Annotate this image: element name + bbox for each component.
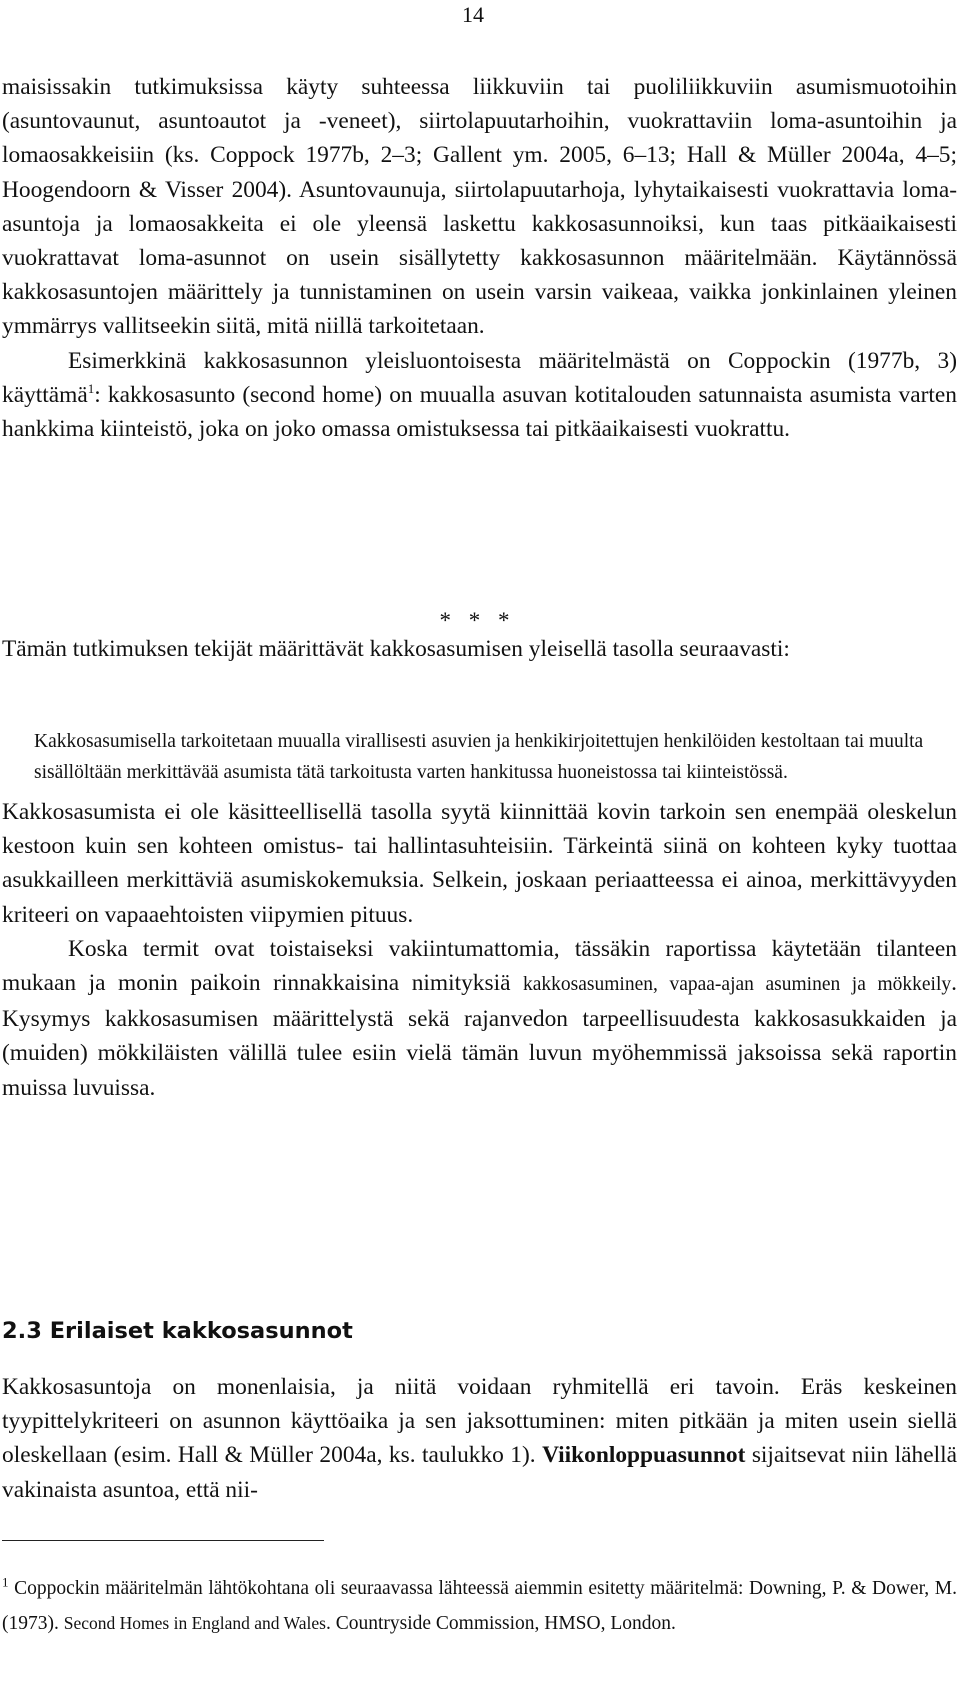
section-separator: * * *	[439, 608, 516, 633]
body-text-definition-intro	[2, 632, 957, 666]
footnote-text: Coppockin määritelmän lähtökohtana oli seuraavassa lähteessä aiemmin esitetty määritelmä: Downing, P. & Dower, M. (1973).	[2, 1578, 957, 1634]
paragraph-6-text-end: sijaitsevat niin lähellä vakinaista asuntoa, että nii-	[2, 1442, 957, 1503]
bold-term: Viikonloppuasunnot	[542, 1442, 746, 1469]
paragraph-4: Kakkosasumista ei ole käsitteellisellä tasolla syytä kiinnittää kovin tarkoin sen enempää oleskelun kestoon kuin sen kohteen omistus- tai hallintasuhteisiin. Tärkeintä siinä on kohteen kyky tuottaa asukkailleen merkittäviä asumiskokemuksia. Selkein, joskaan periaatteessa ei ainoa, merkittävyyden kriteeri on vapaaehtoisten viipymien pituus.	[2, 799, 957, 928]
footnote-marker: 1	[2, 1574, 9, 1590]
paragraph-1: maisissakin tutkimuksissa käyty suhteessa liikkuviin tai puoliliikkuviin asumismuotoihin (asuntovaunut, asuntoautot ja -veneet), siirtolapuutarhoihin, vuokrattaviin loma-asuntoihin ja lomaosakkeisiin (ks. Coppock 1977b, 2–3; Gallent ym. 2005, 6–13; Hall & Müller 2004a, 4–5; Hoogendoorn & Visser 2004). Asuntovaunuja, siirtolapuutarhoja, lyhytaikaisesti vuokrattavia loma-asuntoja ja lomaosakkeita ei ole yleensä laskettu kakkosasunnoiksi, kun taas pitkäaikaisesti vuokrattavat loma-asunnot on usein sisällytetty kakkosasunnon määritelmään. Käytännössä kakkosasuntojen määrittely ja tunnistaminen on usein varsin vaikeaa, vaikka jonkinlainen yleinen ymmärrys vallitseekin siitä, mitä niillä tarkoitetaan.	[2, 74, 957, 340]
paragraph-5-terms: kakkosasuminen, vapaa-ajan asuminen ja mökkeily	[523, 974, 952, 996]
definition-quote: Kakkosasumisella tarkoitetaan muualla virallisesti asuvien ja henkikirjoitettujen henkilöiden kestoltaan tai muulta sisällöltään merkittävää asumista tätä tarkoitusta varten hankitussa huoneistossa tai kiinteistössä.	[34, 731, 924, 783]
footnote	[2, 1572, 957, 1641]
paragraph-2	[2, 344, 957, 447]
footnote-source-title: Second Homes in England and Wales	[63, 1613, 326, 1633]
paragraph-5-text: Koska termit ovat toistaiseksi vakiintumattomia, tässäkin raportissa käytetään tilanteen mukaan ja monin paikoin rinnakkaisina nimityksiä	[2, 935, 957, 997]
paragraph-6	[2, 1370, 957, 1507]
body-text-middle	[2, 795, 957, 1105]
footnote-divider	[2, 1540, 324, 1541]
body-text-top	[2, 70, 957, 446]
footnote-text-end: . Countryside Commission, HMSO, London.	[325, 1613, 676, 1634]
paragraph-5	[2, 932, 957, 1105]
body-text-bottom	[2, 1370, 957, 1507]
section-heading: 2.3 Erilaiset kakkosasunnot	[2, 1318, 353, 1344]
paragraph-3: Tämän tutkimuksen tekijät määrittävät kakkosasumisen yleisellä tasolla seuraavasti:	[2, 636, 790, 662]
footnote-ref: 1	[87, 381, 95, 397]
paragraph-2-text: Esimerkkinä kakkosasunnon yleisluontoisesta määritelmästä on Coppockin (1977b, 3) käyttämä	[2, 347, 957, 408]
paragraph-6-text: Kakkosasuntoja on monenlaisia, ja niitä voidaan ryhmitellä eri tavoin. Eräs keskeinen tyypittelykriteeri on asunnon käyttöaika ja sen jaksottuminen: miten pitkään ja miten usein siellä oleskellaan (esim. Hall & Müller 2004a, ks. taulukko 1).	[2, 1374, 957, 1469]
paragraph-2-text-end: : kakkosasunto (second home) on muualla asuvan kotitalouden satunnaista asumista varten hankkima kiinteistö, joka on joko omassa omistuksessa tai pitkäaikaisesti vuokrattu.	[2, 381, 957, 443]
page-number: 14	[462, 2, 484, 27]
paragraph-5-text-end: . Kysymys kakkosasumisen määrittelystä sekä rajanvedon tarpeellisuudesta kakkosasukkaiden ja (muiden) mökkiläisten välillä tulee esiin vielä tämän luvun myöhemmissä jaksoissa sekä raportin muissa luvuissa.	[2, 970, 957, 1101]
